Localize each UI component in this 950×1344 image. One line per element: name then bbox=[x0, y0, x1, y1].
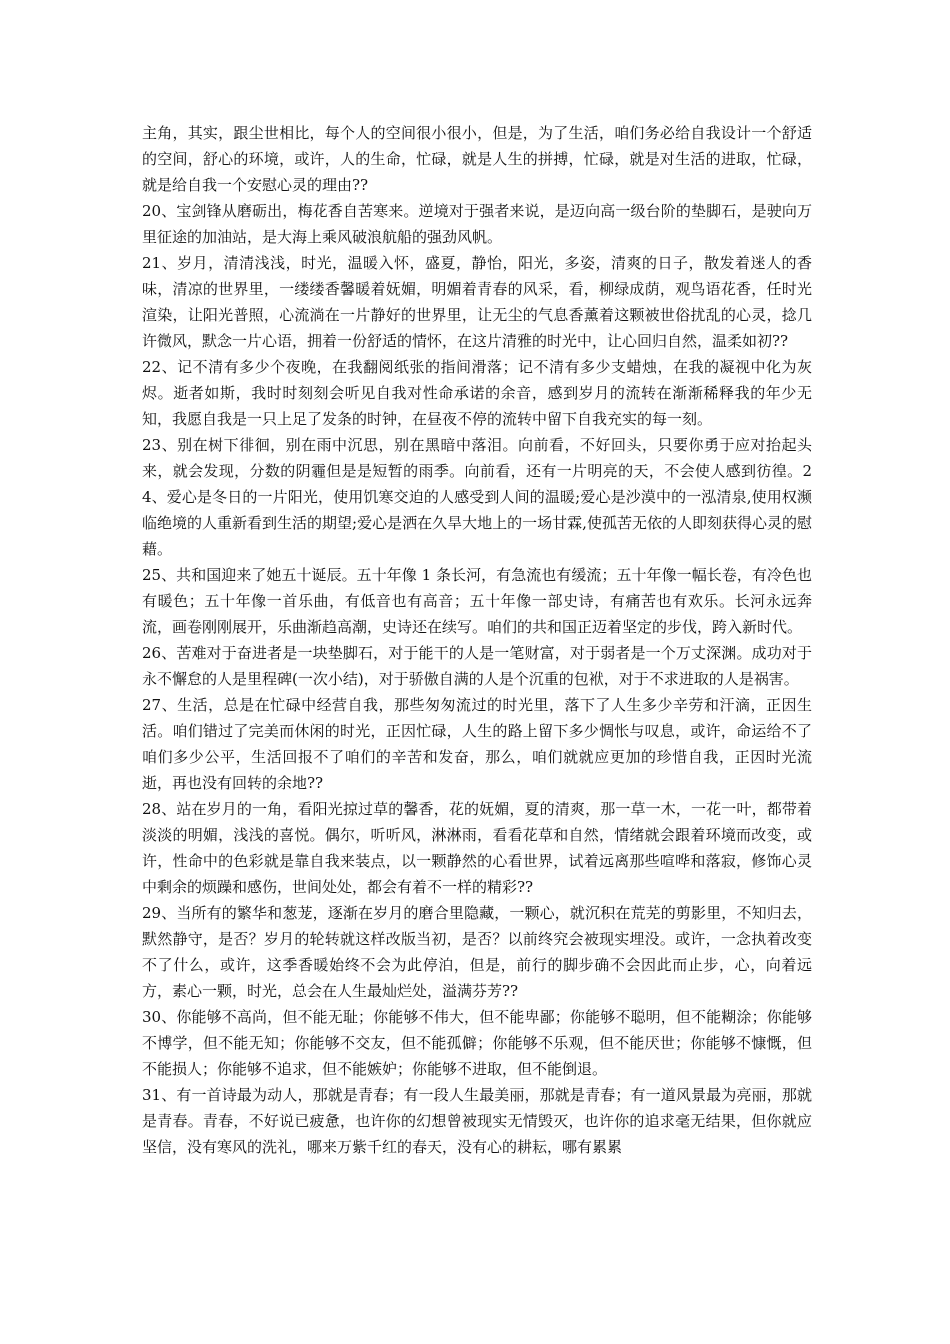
paragraph-26: 26、苦难对于奋进者是一块垫脚石，对于能干的人是一笔财富，对于弱者是一个万丈深渊。成功对于永不懈怠的人是里程碑(一次小结)，对于骄傲自满的人是个沉重的包袱，对于不求进取的人是祸害。 bbox=[142, 644, 812, 688]
paragraph-29: 29、当所有的繁华和葱茏，逐渐在岁月的磨合里隐藏，一颗心，就沉积在荒芜的剪影里，不知归去，默然静守，是否？岁月的轮转就这样改版当初，是否？以前终究会被现实埋没。或许，一念执着改变不了什么，或许，这季香暖始终不会为此停泊，但是，前行的脚步确不会因此而止步，心，向着远方，素心一颗，时光，总会在人生最灿烂处，溢满芬芳?? bbox=[142, 904, 812, 1000]
paragraph-22: 22、记不清有多少个夜晚，在我翻阅纸张的指间滑落；记不清有多少支蜡烛，在我的凝视中化为灰烬。逝者如斯，我时时刻刻会听见自我对性命承诺的余音，感到岁月的流转在渐渐稀释我的年少无知，我愿自我是一只上足了发条的时钟，在昼夜不停的流转中留下自我充实的每一刻。 bbox=[142, 358, 812, 428]
paragraph-21: 21、岁月，清清浅浅，时光，温暖入怀，盛夏，静怡，阳光，多姿，清爽的日子，散发着迷人的香味，清凉的世界里，一缕缕香馨暖着妩媚，明媚着青春的风采，看，柳绿成荫，观鸟语花香，任时光渲染，让阳光普照，心流淌在一片静好的世界里，让无尘的气息香薰着这颗被世俗扰乱的心灵，捻几许微风，默念一片心语，拥着一份舒适的情怀，在这片清雅的时光中，让心回归自然，温柔如初?? bbox=[142, 254, 812, 350]
paragraph-20: 20、宝剑锋从磨砺出，梅花香自苦寒来。逆境对于强者来说，是迈向高一级台阶的垫脚石，是驶向万里征途的加油站，是大海上乘风破浪航船的强劲风帆。 bbox=[142, 202, 812, 246]
paragraph-23-24: 23、别在树下徘徊，别在雨中沉思，别在黑暗中落泪。向前看，不好回头，只要你勇于应对抬起头来，就会发现，分数的阴霾但是是短暂的雨季。向前看，还有一片明亮的天，不会使人感到彷徨。24、爱心是冬日的一片阳光，使用饥寒交迫的人感受到人间的温暖;爱心是沙漠中的一泓清泉,使用权濒临绝境的人重新看到生活的期望;爱心是洒在久旱大地上的一场甘霖,使孤苦无依的人即刻获得心灵的慰藉。 bbox=[142, 436, 812, 558]
paragraph-intro: 主角，其实，跟尘世相比，每个人的空间很小很小，但是，为了生活，咱们务必给自我设计一个舒适的空间，舒心的环境，或许，人的生命，忙碌，就是人生的拼搏，忙碌，就是对生活的进取，忙碌，就是给自我一个安慰心灵的理由?? bbox=[142, 124, 812, 194]
paragraph-25: 25、共和国迎来了她五十诞辰。五十年像 1 条长河，有急流也有缓流；五十年像一幅长卷，有冷色也有暖色；五十年像一首乐曲，有低音也有高音；五十年像一部史诗，有痛苦也有欢乐。长河永远奔流，画卷刚刚展开，乐曲渐趋高潮，史诗还在续写。咱们的共和国正迈着坚定的步伐，跨入新时代。 bbox=[142, 566, 812, 636]
paragraph-31: 31、有一首诗最为动人，那就是青春；有一段人生最美丽，那就是青春；有一道风景最为亮丽，那就是青春。青春，不好说已疲惫，也许你的幻想曾被现实无情毁灭，也许你的追求毫无结果，但你就应坚信，没有寒风的洗礼，哪来万紫千红的春天，没有心的耕耘，哪有累累 bbox=[142, 1086, 812, 1156]
paragraph-27: 27、生活，总是在忙碌中经营自我，那些匆匆流过的时光里，落下了人生多少辛劳和汗滴，正因生活。咱们错过了完美而休闲的时光，正因忙碌，人生的路上留下多少惆怅与叹息，或许，命运给不了咱们多少公平，生活回报不了咱们的辛苦和发奋，那么，咱们就就应更加的珍惜自我，正因时光流逝，再也没有回转的余地?? bbox=[142, 696, 812, 792]
paragraph-30: 30、你能够不高尚，但不能无耻；你能够不伟大，但不能卑鄙；你能够不聪明，但不能糊涂；你能够不博学，但不能无知；你能够不交友，但不能孤僻；你能够不乐观，但不能厌世；你能够不慷慨，但不能损人；你能够不追求，但不能嫉妒；你能够不进取，但不能倒退。 bbox=[142, 1008, 812, 1078]
paragraph-28: 28、站在岁月的一角，看阳光掠过草的馨香，花的妩媚，夏的清爽，那一草一木，一花一叶，都带着淡淡的明媚，浅浅的喜悦。偶尔，听听风，淋淋雨，看看花草和自然，情绪就会跟着环境而改变，或许，性命中的色彩就是靠自我来装点，以一颗静然的心看世界，试着远离那些喧哗和落寂，修饰心灵中剩余的烦躁和感伤，世间处处，都会有着不一样的精彩?? bbox=[142, 800, 812, 896]
document-body bbox=[142, 120, 812, 1160]
